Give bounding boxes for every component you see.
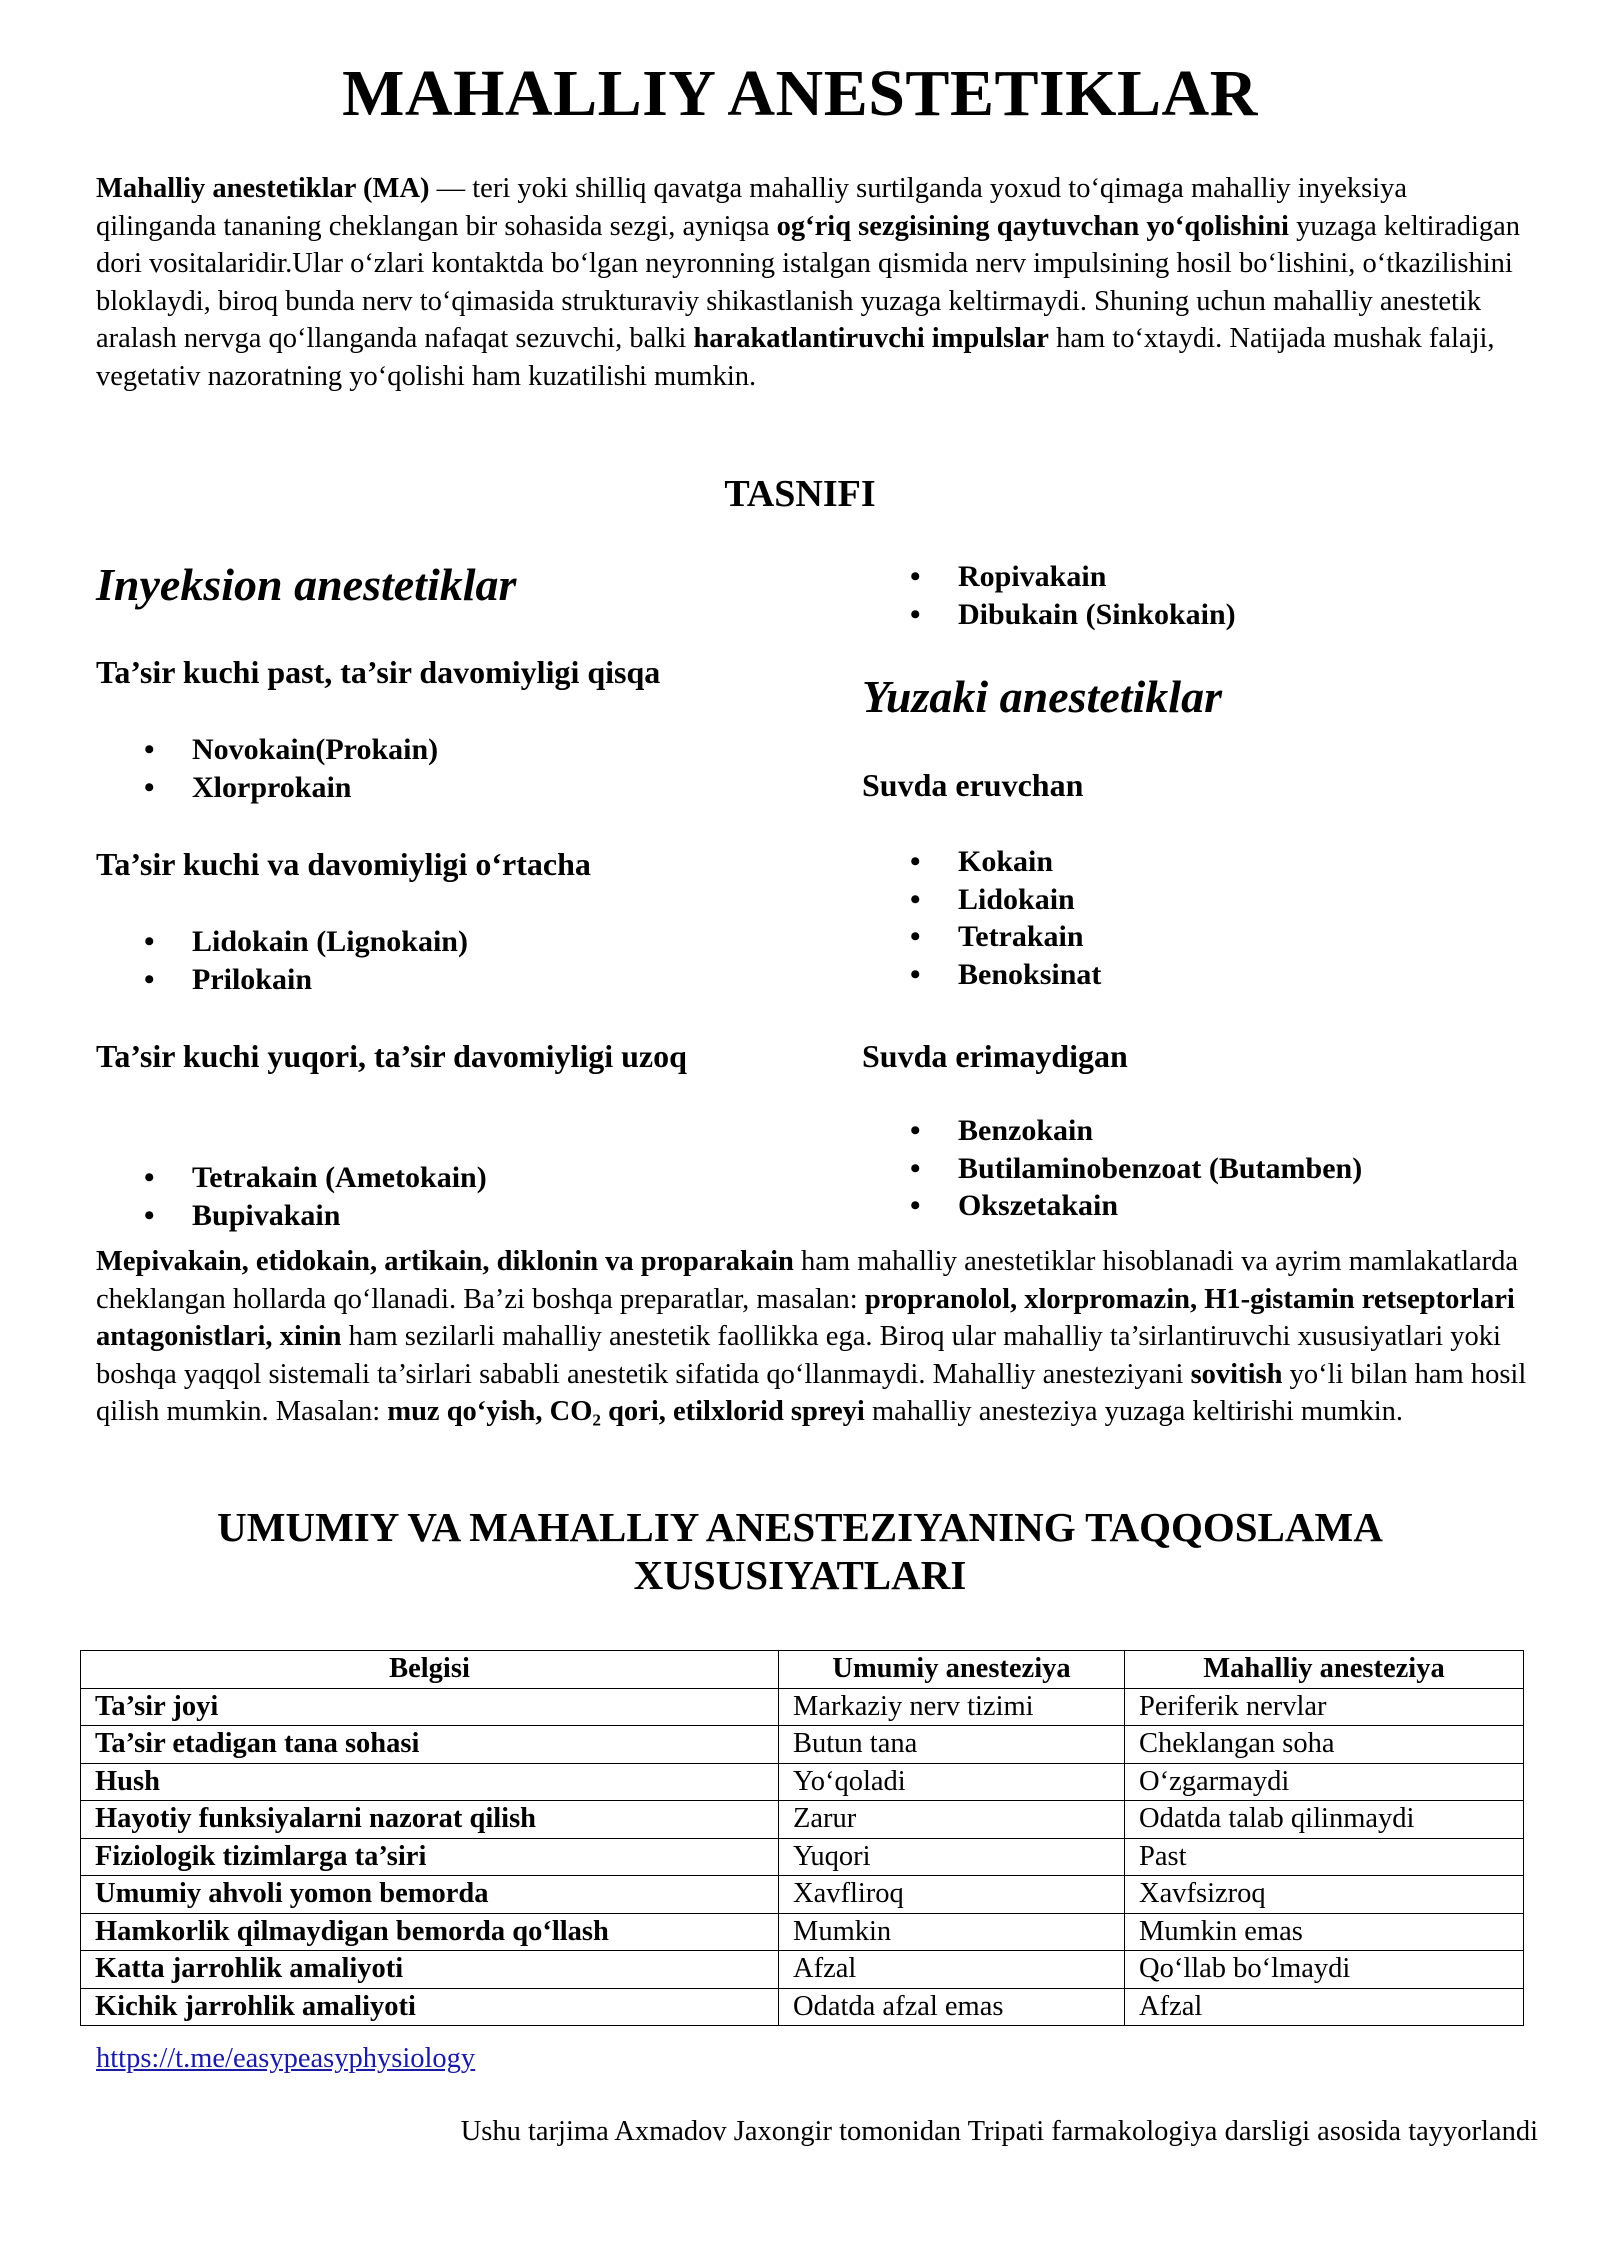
surface-group-1-title: Suvda eruvchan xyxy=(862,767,1084,803)
table-row xyxy=(81,1763,1524,1801)
list-item: • Ropivakain xyxy=(862,558,1542,596)
table-header-row xyxy=(81,1651,1524,1689)
column-header: Belgisi xyxy=(81,1651,779,1689)
general-cell: Butun tana xyxy=(779,1726,1125,1764)
general-cell: Xavfliroq xyxy=(779,1876,1125,1914)
list-item: • Prilokain xyxy=(96,961,736,999)
list-item: • Benoksinat xyxy=(862,956,1542,994)
classification-heading: TASNIFI xyxy=(724,473,876,515)
table-row xyxy=(81,1876,1524,1914)
table-row xyxy=(81,1913,1524,1951)
column-header: Umumiy anesteziya xyxy=(779,1651,1125,1689)
general-cell: Afzal xyxy=(779,1951,1125,1989)
para2-emphasis-4: muz qo‘yish, CO₂ qori, etilxlorid spreyi xyxy=(387,1396,865,1427)
injection-group-3-list-continued xyxy=(862,558,1542,633)
list-item: • Tetrakain xyxy=(862,918,1542,956)
local-cell: Afzal xyxy=(1125,1988,1524,2026)
credit-note: Ushu tarjima Axmadov Jaxongir tomonidan Tripati farmakologiya darsligi asosida tayyorlandi xyxy=(460,2116,1538,2147)
list-item: • Dibukain (Sinkokain) xyxy=(862,596,1542,634)
intro-text-1: — teri yoki shilliq qavatga mahalliy surtilganda yoxud to‘qimaga mahalliy inyeksiya qilinganda tananing cheklangan bir sohasida sezgi, ayniqsa xyxy=(96,173,1408,242)
injection-group-2-title: Ta’sir kuchi va davomiyligi o‘rtacha xyxy=(96,846,591,882)
local-cell: Qo‘llab bo‘lmaydi xyxy=(1125,1951,1524,1989)
list-item: • Lidokain (Lignokain) xyxy=(96,923,736,961)
list-item: • Butilaminobenzoat (Butamben) xyxy=(862,1150,1542,1188)
list-item: • Lidokain xyxy=(862,881,1542,919)
para2-emphasis-3: sovitish xyxy=(1190,1358,1283,1390)
list-item: • Xlorprokain xyxy=(96,769,736,807)
local-cell: O‘zgarmaydi xyxy=(1125,1763,1524,1801)
local-cell: Past xyxy=(1125,1838,1524,1876)
general-cell: Yuqori xyxy=(779,1838,1125,1876)
column-header: Mahalliy anesteziya xyxy=(1125,1651,1524,1689)
para2-text-3: yo‘li bilan ham hosil qilish mumkin. Masalan: xyxy=(96,1358,1527,1427)
list-item: • Benzokain xyxy=(862,1112,1542,1150)
para2-emphasis-1: Mepivakain, etidokain, artikain, diklonin va proparakain xyxy=(96,1246,794,1277)
general-cell: Markaziy nerv tizimi xyxy=(779,1688,1125,1726)
table-row xyxy=(81,1988,1524,2026)
local-cell: Odatda talab qilinmaydi xyxy=(1125,1801,1524,1839)
surface-group-2-list xyxy=(862,1112,1542,1225)
list-item: • Tetrakain (Ametokain) xyxy=(96,1159,736,1197)
surface-group-2-title: Suvda erimaydigan xyxy=(862,1038,1128,1074)
feature-cell: Hayotiy funksiyalarni nazorat qilish xyxy=(81,1801,779,1839)
injection-group-2-list xyxy=(96,923,736,998)
feature-cell: Hush xyxy=(81,1763,779,1801)
local-cell: Periferik nervlar xyxy=(1125,1688,1524,1726)
general-cell: Mumkin xyxy=(779,1913,1125,1951)
feature-cell: Fiziologik tizimlarga ta’siri xyxy=(81,1838,779,1876)
intro-emphasis-2: harakatlantiruvchi impulslar xyxy=(693,323,1049,354)
intro-term: Mahalliy anestetiklar (MA) xyxy=(96,173,430,204)
general-cell: Zarur xyxy=(779,1801,1125,1839)
local-cell: Cheklangan soha xyxy=(1125,1726,1524,1764)
injection-group-3-title: Ta’sir kuchi yuqori, ta’sir davomiyligi uzoq xyxy=(96,1038,687,1074)
general-cell: Yo‘qoladi xyxy=(779,1763,1125,1801)
general-cell: Odatda afzal emas xyxy=(779,1988,1125,2026)
para2-text-2: ham sezilarli mahalliy anestetik faollikka ega. Biroq ular mahalliy ta’sirlantiruvchi xususiyatlari yoki boshqa yaqqol sistemali ta’sirlari sababli anestetik sifatida qo‘llanmaydi. Mahalliy anesteziyani xyxy=(96,1321,1501,1390)
local-cell: Xavfsizroq xyxy=(1125,1876,1524,1914)
intro-paragraph xyxy=(96,170,1526,395)
injection-group-1-list xyxy=(96,731,736,806)
intro-text-2: yuzaga keltiradigan dori vositalaridir.Ular o‘zlari kontaktda bo‘lgan neyronning istalgan qismida nerv impulsining hosil bo‘lishini, o‘tkazilishini bloklaydi, biroq bunda nerv to‘qimasida strukturaviy shikastlanish yuzaga keltirmaydi. Shuning uchun mahalliy anestetik aralash nervga qo‘llanganda nafaqat sezuvchi, balki xyxy=(96,210,1521,354)
list-item: • Novokain(Prokain) xyxy=(96,731,736,769)
para2-text-4: mahalliy anesteziya yuzaga keltirishi mumkin. xyxy=(864,1396,1404,1427)
additional-agents-paragraph xyxy=(96,1243,1536,1431)
table-row xyxy=(81,1801,1524,1839)
list-item: • Kokain xyxy=(862,843,1542,881)
table-row xyxy=(81,1726,1524,1764)
table-row xyxy=(81,1688,1524,1726)
injection-category-title: Inyeksion anestetiklar xyxy=(96,559,517,610)
table-row xyxy=(81,1951,1524,1989)
list-item: • Okszetakain xyxy=(862,1187,1542,1225)
feature-cell: Ta’sir etadigan tana sohasi xyxy=(81,1726,779,1764)
comparison-table xyxy=(80,1650,1524,2026)
feature-cell: Ta’sir joyi xyxy=(81,1688,779,1726)
page-title: MAHALLIY ANESTETIKLAR xyxy=(342,57,1258,130)
surface-category-title: Yuzaki anestetiklar xyxy=(862,671,1222,722)
table-row xyxy=(81,1838,1524,1876)
telegram-link[interactable]: https://t.me/easypeasyphysiology xyxy=(96,2043,476,2074)
feature-cell: Kichik jarrohlik amaliyoti xyxy=(81,1988,779,2026)
local-cell: Mumkin emas xyxy=(1125,1913,1524,1951)
para2-text-1: ham mahalliy anestetiklar hisoblanadi va ayrim mamlakatlarda cheklangan hollarda qo‘llanadi. Ba’zi boshqa preparatlar, masalan: xyxy=(96,1246,1519,1315)
feature-cell: Katta jarrohlik amaliyoti xyxy=(81,1951,779,1989)
injection-group-3-list xyxy=(96,1159,736,1234)
intro-emphasis-1: og‘riq sezgisining qaytuvchan yo‘qolishini xyxy=(776,210,1289,242)
feature-cell: Hamkorlik qilmaydigan bemorda qo‘llash xyxy=(81,1913,779,1951)
para2-emphasis-2: propranolol, xlorpromazin, H1-gistamin retseptorlari antagonistlari, xinin xyxy=(96,1283,1515,1352)
feature-cell: Umumiy ahvoli yomon bemorda xyxy=(81,1876,779,1914)
injection-group-1-title: Ta’sir kuchi past, ta’sir davomiyligi qisqa xyxy=(96,654,661,690)
comparison-heading: UMUMIY VA MAHALLIY ANESTEZIYANING TAQQOSLAMA XUSUSIYATLARI xyxy=(217,1504,1383,1598)
surface-group-1-list xyxy=(862,843,1542,993)
list-item: • Bupivakain xyxy=(96,1197,736,1235)
intro-text-3: ham to‘xtaydi. Natijada mushak falaji, vegetativ nazoratning yo‘qolishi ham kuzatilishi mumkin. xyxy=(96,323,1495,392)
